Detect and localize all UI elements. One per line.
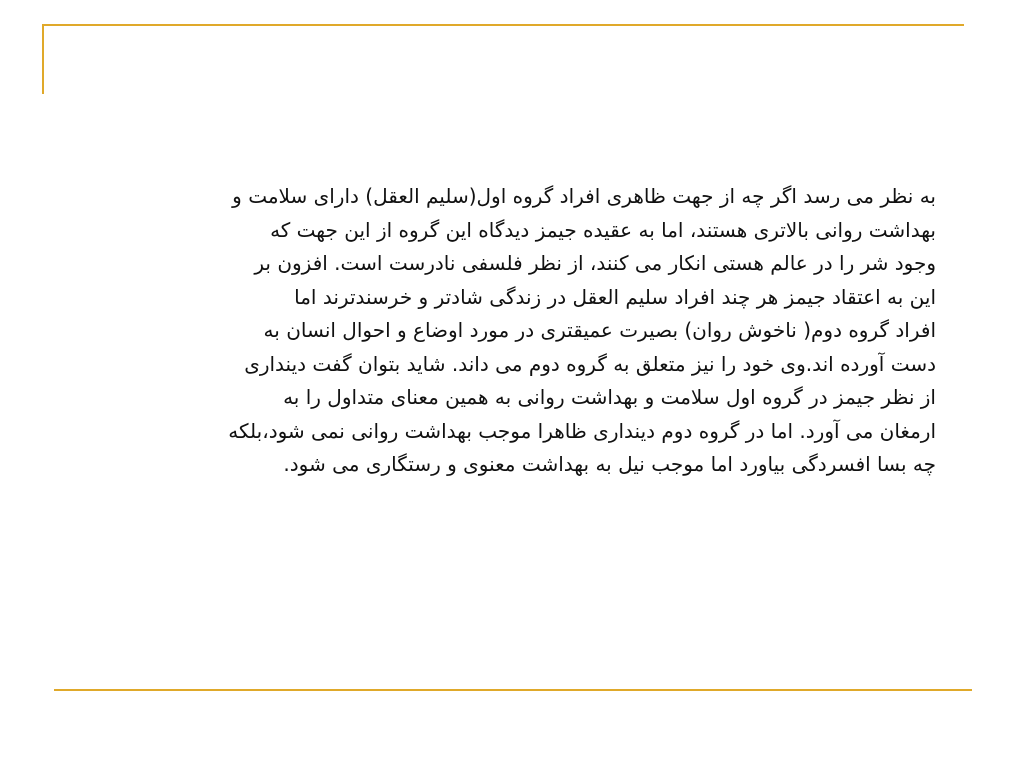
body-line: این به اعتقاد جیمز هر چند افراد سلیم العقل در زندگی شادتر و خرسندترند اما (294, 284, 936, 309)
body-line: وجود شر را در عالم هستی انکار می کنند، از نظر فلسفی نادرست است. افزون بر (254, 251, 936, 275)
accent-top-rule (42, 24, 964, 26)
body-line: بهداشت روانی بالاتری هستند، اما به عقیده جیمز دیدگاه این گروه از این جهت که (270, 217, 936, 242)
body-line: افراد گروه دوم( ناخوش روان) بصیرت عمیقتری در مورد اوضاع و احوال انسان به (263, 318, 936, 342)
body-line: از نظر جیمز در گروه اول سلامت و بهداشت روانی به همین معنای متداول را به (283, 385, 936, 409)
accent-bottom-rule (54, 689, 972, 691)
body-paragraph (60, 180, 936, 482)
accent-vertical-bar (42, 24, 44, 94)
body-line: چه بسا افسردگی بیاورد اما موجب نیل به بهداشت معنوی و رستگاری می شود. (283, 452, 936, 476)
body-line: به نظر می رسد اگر چه از جهت ظاهری افراد گروه اول(سلیم العقل) دارای سلامت و (232, 184, 936, 208)
body-line: دست آورده اند.وی خود را نیز متعلق به گروه دوم می داند. شاید بتوان گفت دینداری (244, 351, 936, 376)
body-line: ارمغان می آورد. اما در گروه دوم دینداری ظاهرا موجب بهداشت روانی نمی شود،بلکه (228, 418, 936, 443)
